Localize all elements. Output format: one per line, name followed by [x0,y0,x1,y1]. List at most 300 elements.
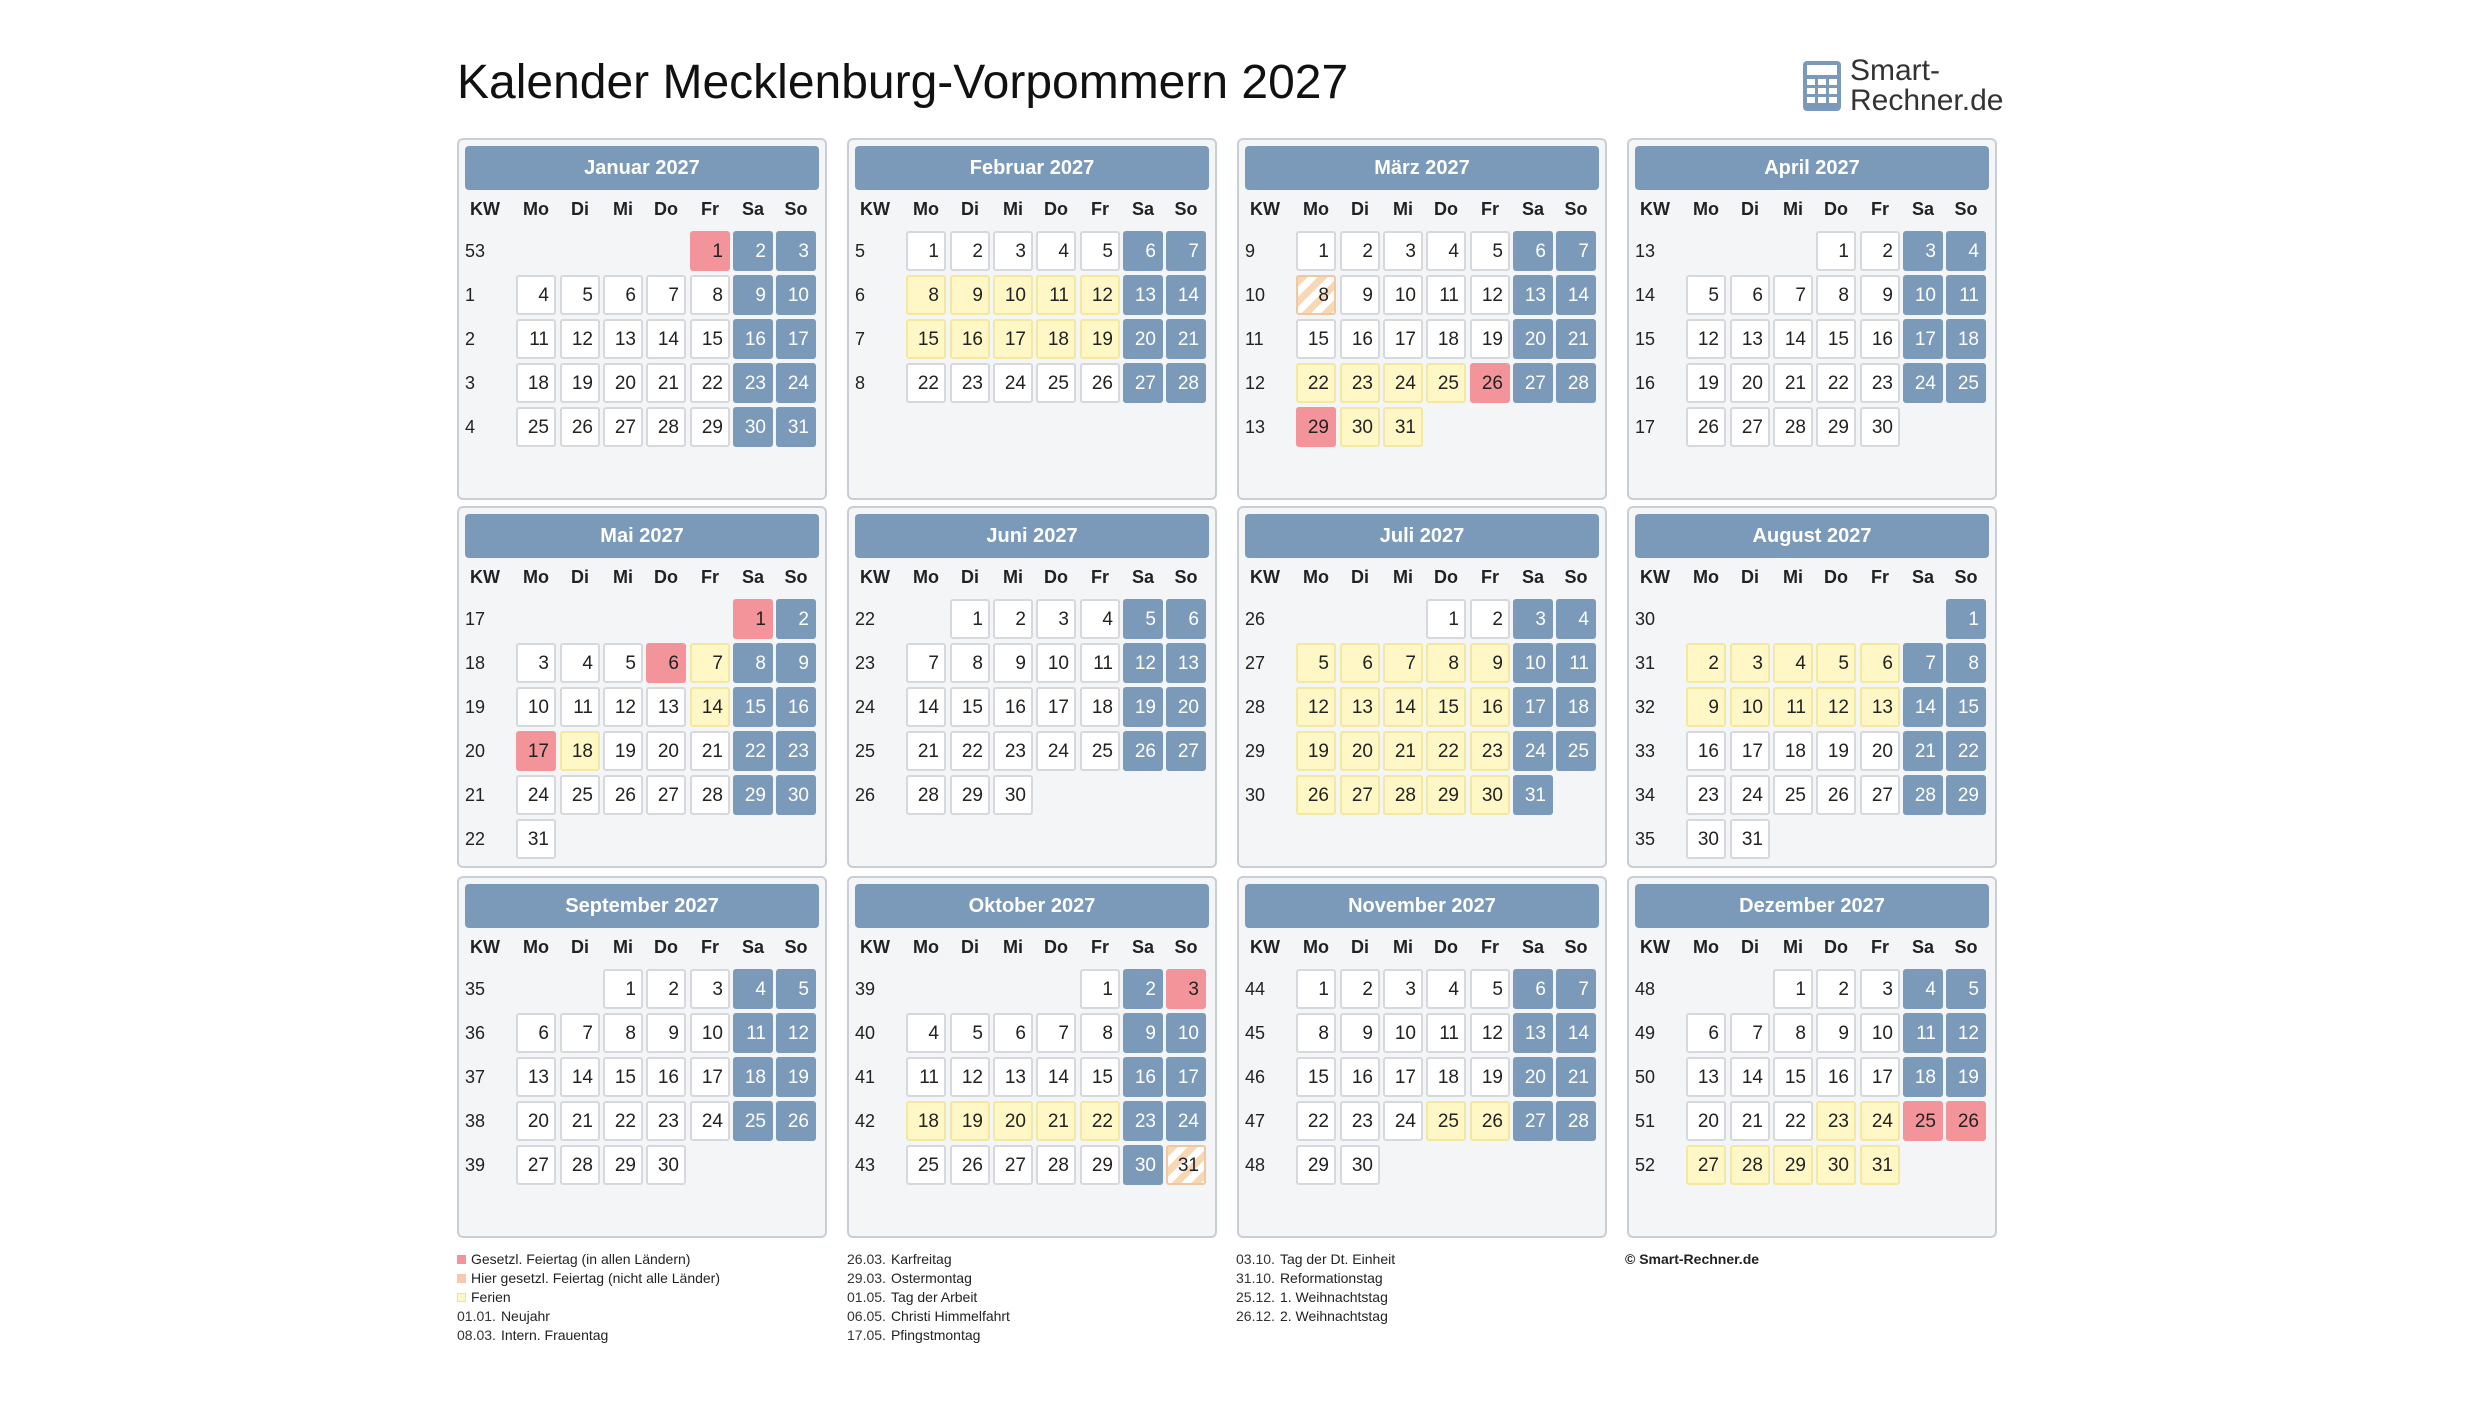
day-cell[interactable]: 15 [1080,1057,1120,1097]
day-cell[interactable]: 20 [1513,1057,1553,1097]
day-cell[interactable]: 9 [1686,687,1726,727]
day-cell[interactable]: 6 [1730,275,1770,315]
day-cell[interactable]: 23 [1470,731,1510,771]
day-cell[interactable]: 24 [516,775,556,815]
day-cell[interactable]: 1 [950,599,990,639]
day-cell[interactable]: 21 [646,363,686,403]
day-cell[interactable]: 27 [1686,1145,1726,1185]
day-cell[interactable]: 11 [1556,643,1596,683]
day-cell[interactable]: 24 [1730,775,1770,815]
day-cell[interactable]: 26 [603,775,643,815]
day-cell[interactable]: 30 [1340,1145,1380,1185]
day-cell[interactable]: 5 [950,1013,990,1053]
day-cell[interactable]: 19 [1946,1057,1986,1097]
day-cell[interactable]: 30 [1860,407,1900,447]
day-cell[interactable]: 2 [1470,599,1510,639]
day-cell[interactable]: 2 [776,599,816,639]
day-cell[interactable]: 17 [1166,1057,1206,1097]
day-cell[interactable]: 15 [906,319,946,359]
day-cell[interactable]: 22 [1946,731,1986,771]
day-cell[interactable]: 10 [776,275,816,315]
day-cell[interactable]: 14 [1903,687,1943,727]
day-cell[interactable]: 12 [1296,687,1336,727]
day-cell[interactable]: 2 [1340,969,1380,1009]
day-cell[interactable]: 30 [776,775,816,815]
day-cell[interactable]: 28 [1556,363,1596,403]
day-cell[interactable]: 25 [560,775,600,815]
day-cell[interactable]: 30 [1340,407,1380,447]
day-cell[interactable]: 13 [1513,275,1553,315]
day-cell[interactable]: 31 [1513,775,1553,815]
day-cell[interactable]: 29 [1296,407,1336,447]
day-cell[interactable]: 21 [1383,731,1423,771]
day-cell[interactable]: 15 [1816,319,1856,359]
day-cell[interactable]: 20 [1686,1101,1726,1141]
day-cell[interactable]: 31 [776,407,816,447]
day-cell[interactable]: 17 [1036,687,1076,727]
day-cell[interactable]: 6 [646,643,686,683]
day-cell[interactable]: 22 [950,731,990,771]
day-cell[interactable]: 22 [906,363,946,403]
day-cell[interactable]: 27 [1166,731,1206,771]
day-cell[interactable]: 1 [1296,969,1336,1009]
day-cell[interactable]: 10 [993,275,1033,315]
day-cell[interactable]: 3 [1903,231,1943,271]
day-cell[interactable]: 10 [1513,643,1553,683]
day-cell[interactable]: 14 [560,1057,600,1097]
day-cell[interactable]: 16 [993,687,1033,727]
day-cell[interactable]: 5 [1946,969,1986,1009]
day-cell[interactable]: 19 [1296,731,1336,771]
day-cell[interactable]: 5 [1080,231,1120,271]
day-cell[interactable]: 6 [1513,231,1553,271]
day-cell[interactable]: 7 [1903,643,1943,683]
day-cell[interactable]: 22 [1773,1101,1813,1141]
day-cell[interactable]: 29 [1426,775,1466,815]
day-cell[interactable]: 26 [1686,407,1726,447]
day-cell[interactable]: 3 [1383,231,1423,271]
day-cell[interactable]: 22 [603,1101,643,1141]
day-cell[interactable]: 14 [690,687,730,727]
day-cell[interactable]: 8 [1946,643,1986,683]
day-cell[interactable]: 13 [1730,319,1770,359]
day-cell[interactable]: 23 [1340,363,1380,403]
day-cell[interactable]: 18 [1426,319,1466,359]
day-cell[interactable]: 5 [603,643,643,683]
day-cell[interactable]: 25 [906,1145,946,1185]
day-cell[interactable]: 11 [1080,643,1120,683]
day-cell[interactable]: 3 [516,643,556,683]
day-cell[interactable]: 14 [646,319,686,359]
day-cell[interactable]: 6 [516,1013,556,1053]
day-cell[interactable]: 17 [1903,319,1943,359]
day-cell[interactable]: 19 [1123,687,1163,727]
day-cell[interactable]: 24 [690,1101,730,1141]
day-cell[interactable]: 12 [560,319,600,359]
day-cell[interactable]: 3 [1036,599,1076,639]
day-cell[interactable]: 1 [1296,231,1336,271]
day-cell[interactable]: 28 [560,1145,600,1185]
day-cell[interactable]: 17 [1513,687,1553,727]
day-cell[interactable]: 29 [1773,1145,1813,1185]
day-cell[interactable]: 11 [1773,687,1813,727]
day-cell[interactable]: 7 [690,643,730,683]
day-cell[interactable]: 6 [603,275,643,315]
day-cell[interactable]: 11 [1426,1013,1466,1053]
day-cell[interactable]: 18 [1903,1057,1943,1097]
logo[interactable] [1802,56,2003,116]
day-cell[interactable]: 7 [1383,643,1423,683]
day-cell[interactable]: 21 [560,1101,600,1141]
day-cell[interactable]: 16 [1340,1057,1380,1097]
day-cell[interactable]: 27 [1513,1101,1553,1141]
day-cell[interactable]: 27 [993,1145,1033,1185]
day-cell[interactable]: 28 [690,775,730,815]
day-cell[interactable]: 12 [1816,687,1856,727]
day-cell[interactable]: 11 [516,319,556,359]
day-cell[interactable]: 5 [776,969,816,1009]
day-cell[interactable]: 16 [1686,731,1726,771]
day-cell[interactable]: 19 [776,1057,816,1097]
day-cell[interactable]: 14 [1556,1013,1596,1053]
day-cell[interactable]: 18 [906,1101,946,1141]
day-cell[interactable]: 29 [733,775,773,815]
day-cell[interactable]: 21 [906,731,946,771]
day-cell[interactable]: 10 [1166,1013,1206,1053]
day-cell[interactable]: 29 [950,775,990,815]
day-cell[interactable]: 21 [1730,1101,1770,1141]
day-cell[interactable]: 5 [1470,969,1510,1009]
day-cell[interactable]: 14 [1036,1057,1076,1097]
day-cell[interactable]: 24 [1903,363,1943,403]
day-cell[interactable]: 3 [1383,969,1423,1009]
day-cell[interactable]: 20 [1513,319,1553,359]
day-cell[interactable]: 15 [1426,687,1466,727]
day-cell[interactable]: 15 [1296,1057,1336,1097]
day-cell[interactable]: 8 [906,275,946,315]
day-cell[interactable]: 13 [1166,643,1206,683]
day-cell[interactable]: 7 [1036,1013,1076,1053]
day-cell[interactable]: 2 [950,231,990,271]
day-cell[interactable]: 25 [1036,363,1076,403]
day-cell[interactable]: 7 [1730,1013,1770,1053]
day-cell[interactable]: 8 [733,643,773,683]
day-cell[interactable]: 16 [733,319,773,359]
day-cell[interactable]: 20 [993,1101,1033,1141]
day-cell[interactable]: 17 [1860,1057,1900,1097]
day-cell[interactable]: 16 [1340,319,1380,359]
day-cell[interactable]: 23 [646,1101,686,1141]
day-cell[interactable]: 16 [776,687,816,727]
day-cell[interactable]: 24 [776,363,816,403]
day-cell[interactable]: 25 [516,407,556,447]
day-cell[interactable]: 3 [1730,643,1770,683]
day-cell[interactable]: 25 [1426,363,1466,403]
day-cell[interactable]: 29 [1080,1145,1120,1185]
day-cell[interactable]: 20 [1730,363,1770,403]
day-cell[interactable]: 17 [1383,1057,1423,1097]
day-cell[interactable]: 6 [1860,643,1900,683]
day-cell[interactable]: 14 [1383,687,1423,727]
day-cell[interactable]: 7 [1556,969,1596,1009]
day-cell[interactable]: 14 [906,687,946,727]
day-cell[interactable]: 14 [1166,275,1206,315]
day-cell[interactable]: 20 [603,363,643,403]
day-cell[interactable]: 21 [690,731,730,771]
day-cell[interactable]: 21 [1903,731,1943,771]
day-cell[interactable]: 17 [1383,319,1423,359]
day-cell[interactable]: 19 [1470,1057,1510,1097]
day-cell[interactable]: 22 [733,731,773,771]
day-cell[interactable]: 3 [993,231,1033,271]
day-cell[interactable]: 22 [1426,731,1466,771]
day-cell[interactable]: 30 [1123,1145,1163,1185]
day-cell[interactable]: 8 [950,643,990,683]
day-cell[interactable]: 1 [1080,969,1120,1009]
day-cell[interactable]: 16 [646,1057,686,1097]
day-cell[interactable]: 19 [560,363,600,403]
day-cell[interactable]: 11 [1426,275,1466,315]
day-cell[interactable]: 9 [1340,275,1380,315]
day-cell[interactable]: 20 [1340,731,1380,771]
day-cell[interactable]: 31 [1166,1145,1206,1185]
day-cell[interactable]: 3 [1513,599,1553,639]
day-cell[interactable]: 1 [906,231,946,271]
day-cell[interactable]: 25 [1773,775,1813,815]
day-cell[interactable]: 27 [1513,363,1553,403]
day-cell[interactable]: 28 [1730,1145,1770,1185]
day-cell[interactable]: 25 [733,1101,773,1141]
day-cell[interactable]: 5 [1816,643,1856,683]
day-cell[interactable]: 23 [1123,1101,1163,1141]
day-cell[interactable]: 18 [1773,731,1813,771]
day-cell[interactable]: 4 [906,1013,946,1053]
day-cell[interactable]: 17 [1730,731,1770,771]
day-cell[interactable]: 8 [1773,1013,1813,1053]
day-cell[interactable]: 10 [1903,275,1943,315]
day-cell[interactable]: 9 [776,643,816,683]
day-cell[interactable]: 16 [1470,687,1510,727]
day-cell[interactable]: 12 [1123,643,1163,683]
day-cell[interactable]: 26 [1080,363,1120,403]
day-cell[interactable]: 24 [1513,731,1553,771]
day-cell[interactable]: 9 [1816,1013,1856,1053]
day-cell[interactable]: 23 [950,363,990,403]
day-cell[interactable]: 2 [1123,969,1163,1009]
day-cell[interactable]: 28 [1903,775,1943,815]
day-cell[interactable]: 9 [1123,1013,1163,1053]
day-cell[interactable]: 6 [1340,643,1380,683]
day-cell[interactable]: 2 [733,231,773,271]
day-cell[interactable]: 6 [1166,599,1206,639]
day-cell[interactable]: 15 [1946,687,1986,727]
day-cell[interactable]: 10 [690,1013,730,1053]
day-cell[interactable]: 5 [1123,599,1163,639]
day-cell[interactable]: 18 [1036,319,1076,359]
day-cell[interactable]: 21 [1556,319,1596,359]
day-cell[interactable]: 24 [1383,1101,1423,1141]
day-cell[interactable]: 23 [1860,363,1900,403]
day-cell[interactable]: 29 [1816,407,1856,447]
day-cell[interactable]: 30 [1686,819,1726,859]
day-cell[interactable]: 4 [1903,969,1943,1009]
day-cell[interactable]: 27 [1730,407,1770,447]
copyright[interactable]: © Smart-Rechner.de [1625,1251,1760,1267]
day-cell[interactable]: 28 [906,775,946,815]
day-cell[interactable]: 11 [1946,275,1986,315]
day-cell[interactable]: 10 [1383,275,1423,315]
day-cell[interactable]: 7 [1556,231,1596,271]
day-cell[interactable]: 25 [1903,1101,1943,1141]
day-cell[interactable]: 10 [516,687,556,727]
day-cell[interactable]: 1 [1773,969,1813,1009]
day-cell[interactable]: 12 [1470,1013,1510,1053]
day-cell[interactable]: 28 [646,407,686,447]
day-cell[interactable]: 30 [646,1145,686,1185]
day-cell[interactable]: 17 [993,319,1033,359]
day-cell[interactable]: 11 [906,1057,946,1097]
day-cell[interactable]: 14 [1773,319,1813,359]
day-cell[interactable]: 12 [1686,319,1726,359]
day-cell[interactable]: 11 [560,687,600,727]
day-cell[interactable]: 17 [776,319,816,359]
day-cell[interactable]: 8 [1080,1013,1120,1053]
day-cell[interactable]: 26 [1470,363,1510,403]
day-cell[interactable]: 4 [1946,231,1986,271]
day-cell[interactable]: 4 [1080,599,1120,639]
day-cell[interactable]: 2 [1816,969,1856,1009]
day-cell[interactable]: 30 [733,407,773,447]
day-cell[interactable]: 25 [1556,731,1596,771]
day-cell[interactable]: 26 [1946,1101,1986,1141]
day-cell[interactable]: 4 [1773,643,1813,683]
day-cell[interactable]: 8 [1296,1013,1336,1053]
day-cell[interactable]: 27 [646,775,686,815]
day-cell[interactable]: 28 [1166,363,1206,403]
day-cell[interactable]: 12 [1946,1013,1986,1053]
day-cell[interactable]: 15 [690,319,730,359]
day-cell[interactable]: 16 [1816,1057,1856,1097]
day-cell[interactable]: 9 [1340,1013,1380,1053]
day-cell[interactable]: 10 [1730,687,1770,727]
day-cell[interactable]: 15 [1296,319,1336,359]
day-cell[interactable]: 15 [1773,1057,1813,1097]
day-cell[interactable]: 29 [1296,1145,1336,1185]
day-cell[interactable]: 18 [560,731,600,771]
day-cell[interactable]: 20 [646,731,686,771]
day-cell[interactable]: 2 [1340,231,1380,271]
day-cell[interactable]: 2 [993,599,1033,639]
day-cell[interactable]: 20 [1860,731,1900,771]
day-cell[interactable]: 5 [560,275,600,315]
day-cell[interactable]: 1 [1946,599,1986,639]
day-cell[interactable]: 7 [1773,275,1813,315]
day-cell[interactable]: 2 [1860,231,1900,271]
day-cell[interactable]: 29 [1946,775,1986,815]
day-cell[interactable]: 19 [603,731,643,771]
day-cell[interactable]: 14 [1556,275,1596,315]
day-cell[interactable]: 24 [1166,1101,1206,1141]
day-cell[interactable]: 16 [1123,1057,1163,1097]
day-cell[interactable]: 17 [516,731,556,771]
day-cell[interactable]: 8 [603,1013,643,1053]
day-cell[interactable]: 8 [1296,275,1336,315]
day-cell[interactable]: 13 [1860,687,1900,727]
day-cell[interactable]: 8 [1816,275,1856,315]
day-cell[interactable]: 23 [1340,1101,1380,1141]
day-cell[interactable]: 27 [1860,775,1900,815]
day-cell[interactable]: 3 [690,969,730,1009]
day-cell[interactable]: 31 [1383,407,1423,447]
day-cell[interactable]: 24 [993,363,1033,403]
day-cell[interactable]: 18 [1426,1057,1466,1097]
day-cell[interactable]: 7 [646,275,686,315]
day-cell[interactable]: 3 [1860,969,1900,1009]
day-cell[interactable]: 13 [1123,275,1163,315]
day-cell[interactable]: 27 [1123,363,1163,403]
day-cell[interactable]: 25 [1426,1101,1466,1141]
day-cell[interactable]: 25 [1946,363,1986,403]
day-cell[interactable]: 18 [733,1057,773,1097]
day-cell[interactable]: 2 [646,969,686,1009]
day-cell[interactable]: 19 [1470,319,1510,359]
day-cell[interactable]: 31 [516,819,556,859]
day-cell[interactable]: 23 [1686,775,1726,815]
day-cell[interactable]: 20 [516,1101,556,1141]
day-cell[interactable]: 1 [603,969,643,1009]
day-cell[interactable]: 29 [603,1145,643,1185]
day-cell[interactable]: 19 [1686,363,1726,403]
day-cell[interactable]: 4 [560,643,600,683]
day-cell[interactable]: 12 [1470,275,1510,315]
day-cell[interactable]: 16 [950,319,990,359]
day-cell[interactable]: 4 [1426,231,1466,271]
day-cell[interactable]: 8 [690,275,730,315]
day-cell[interactable]: 12 [603,687,643,727]
day-cell[interactable]: 23 [993,731,1033,771]
day-cell[interactable]: 9 [950,275,990,315]
day-cell[interactable]: 13 [993,1057,1033,1097]
day-cell[interactable]: 4 [1036,231,1076,271]
day-cell[interactable]: 16 [1860,319,1900,359]
day-cell[interactable]: 27 [516,1145,556,1185]
day-cell[interactable]: 5 [1470,231,1510,271]
day-cell[interactable]: 25 [1080,731,1120,771]
day-cell[interactable]: 26 [1296,775,1336,815]
day-cell[interactable]: 30 [993,775,1033,815]
day-cell[interactable]: 18 [1080,687,1120,727]
day-cell[interactable]: 23 [1816,1101,1856,1141]
day-cell[interactable]: 2 [1686,643,1726,683]
day-cell[interactable]: 9 [993,643,1033,683]
day-cell[interactable]: 22 [690,363,730,403]
day-cell[interactable]: 4 [516,275,556,315]
day-cell[interactable]: 9 [1470,643,1510,683]
day-cell[interactable]: 6 [1513,969,1553,1009]
day-cell[interactable]: 6 [1686,1013,1726,1053]
day-cell[interactable]: 26 [1470,1101,1510,1141]
day-cell[interactable]: 1 [1426,599,1466,639]
day-cell[interactable]: 22 [1816,363,1856,403]
day-cell[interactable]: 5 [1296,643,1336,683]
day-cell[interactable]: 28 [1773,407,1813,447]
day-cell[interactable]: 1 [733,599,773,639]
day-cell[interactable]: 28 [1556,1101,1596,1141]
day-cell[interactable]: 30 [1470,775,1510,815]
day-cell[interactable]: 12 [776,1013,816,1053]
day-cell[interactable]: 6 [1123,231,1163,271]
day-cell[interactable]: 15 [733,687,773,727]
